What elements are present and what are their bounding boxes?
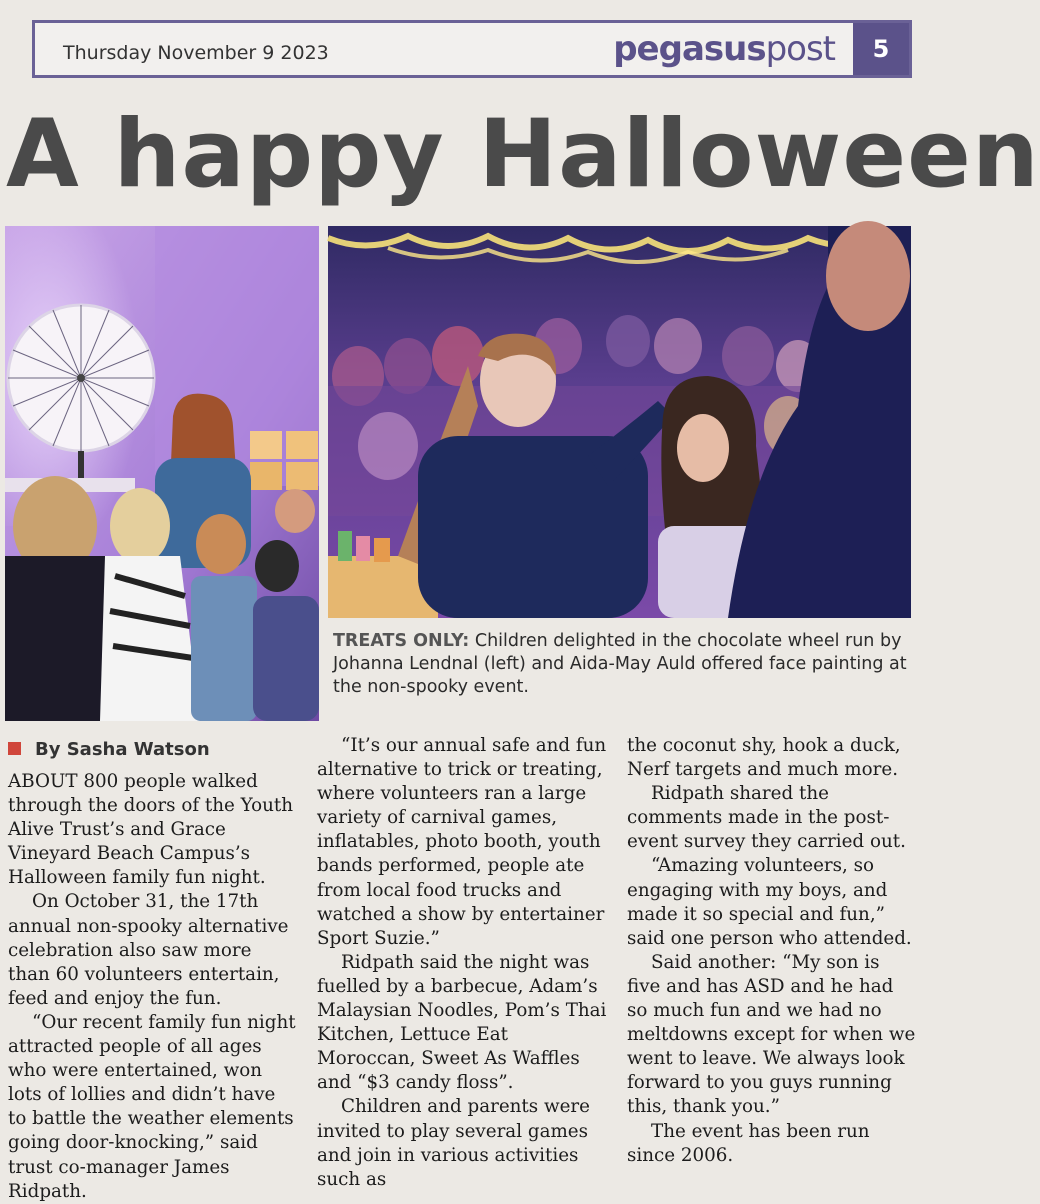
article-column-1 xyxy=(8,770,298,1204)
issue-date: Thursday November 9 2023 xyxy=(63,42,329,64)
logo-light-part: post xyxy=(765,29,835,69)
article-column-3 xyxy=(627,734,917,1168)
byline-marker xyxy=(8,742,21,755)
masthead xyxy=(32,20,912,78)
paragraph: On October 31, the 17th annual non-spooky alternative celebration also saw more than 60 volunteers entertain, feed and enjoy the fun. xyxy=(8,891,289,1009)
caption-lead: TREATS ONLY: xyxy=(333,631,470,651)
paragraph: Ridpath said the night was fuelled by a barbecue, Adam’s Malaysian Noodles, Pom’s Thai Kitchen, Lettuce Eat Moroccan, Sweet As Waffles and “$3 candy floss”. xyxy=(317,951,607,1094)
photo-chocolate-wheel-illustration xyxy=(5,226,319,721)
byline xyxy=(8,739,210,760)
byline-author: By Sasha Watson xyxy=(35,739,210,760)
paragraph: “Our recent family fun night attracted people of all ages who were entertained, won lots of lollies and didn’t have to battle the weather elements going door-knocking,” said trust co-manager James Ridpath. xyxy=(8,1011,296,1202)
paragraph: “It’s our annual safe and fun alternative to trick or treating, where volunteers ran a large variety of carnival games, inflatables, photo booth, youth bands performed, people ate from local food trucks and watched a show by entertainer Sport Suzie.” xyxy=(317,735,607,949)
publication-logo xyxy=(613,29,835,69)
photo-face-painting xyxy=(328,226,911,618)
caption-text: Children delighted in the chocolate wheel run by Johanna Lendnal (left) and Aida-May Auld offered face painting at the non-spooky event. xyxy=(333,631,907,697)
photo-face-painting-illustration xyxy=(328,226,911,618)
paragraph: “Amazing volunteers, so engaging with my boys, and made it so special and fun,” said one person who attended. xyxy=(627,855,912,949)
logo-bold-part: pegasus xyxy=(613,29,766,69)
photo-caption xyxy=(333,630,908,699)
article-column-2 xyxy=(317,734,607,1192)
page-number: 5 xyxy=(853,23,909,75)
paragraph: The event has been run since 2006. xyxy=(627,1120,870,1166)
paragraph: Said another: “My son is five and has ASD and he had so much fun and we had no meltdowns except for when we went to leave. We always look forward to you guys running this, thank you.” xyxy=(627,951,916,1118)
photo-chocolate-wheel xyxy=(5,226,319,721)
paragraph: Ridpath shared the comments made in the post-event survey they carried out. xyxy=(627,783,906,853)
paragraph: the coconut shy, hook a duck, Nerf targets and much more. xyxy=(627,735,901,781)
paragraph: Children and parents were invited to play several games and join in various activities such as xyxy=(317,1096,590,1190)
headline: A happy Halloween xyxy=(6,100,1040,209)
paragraph: ABOUT 800 people walked through the doors of the Youth Alive Trust’s and Grace Vineyard Beach Campus’s Halloween family fun night. xyxy=(8,771,294,889)
